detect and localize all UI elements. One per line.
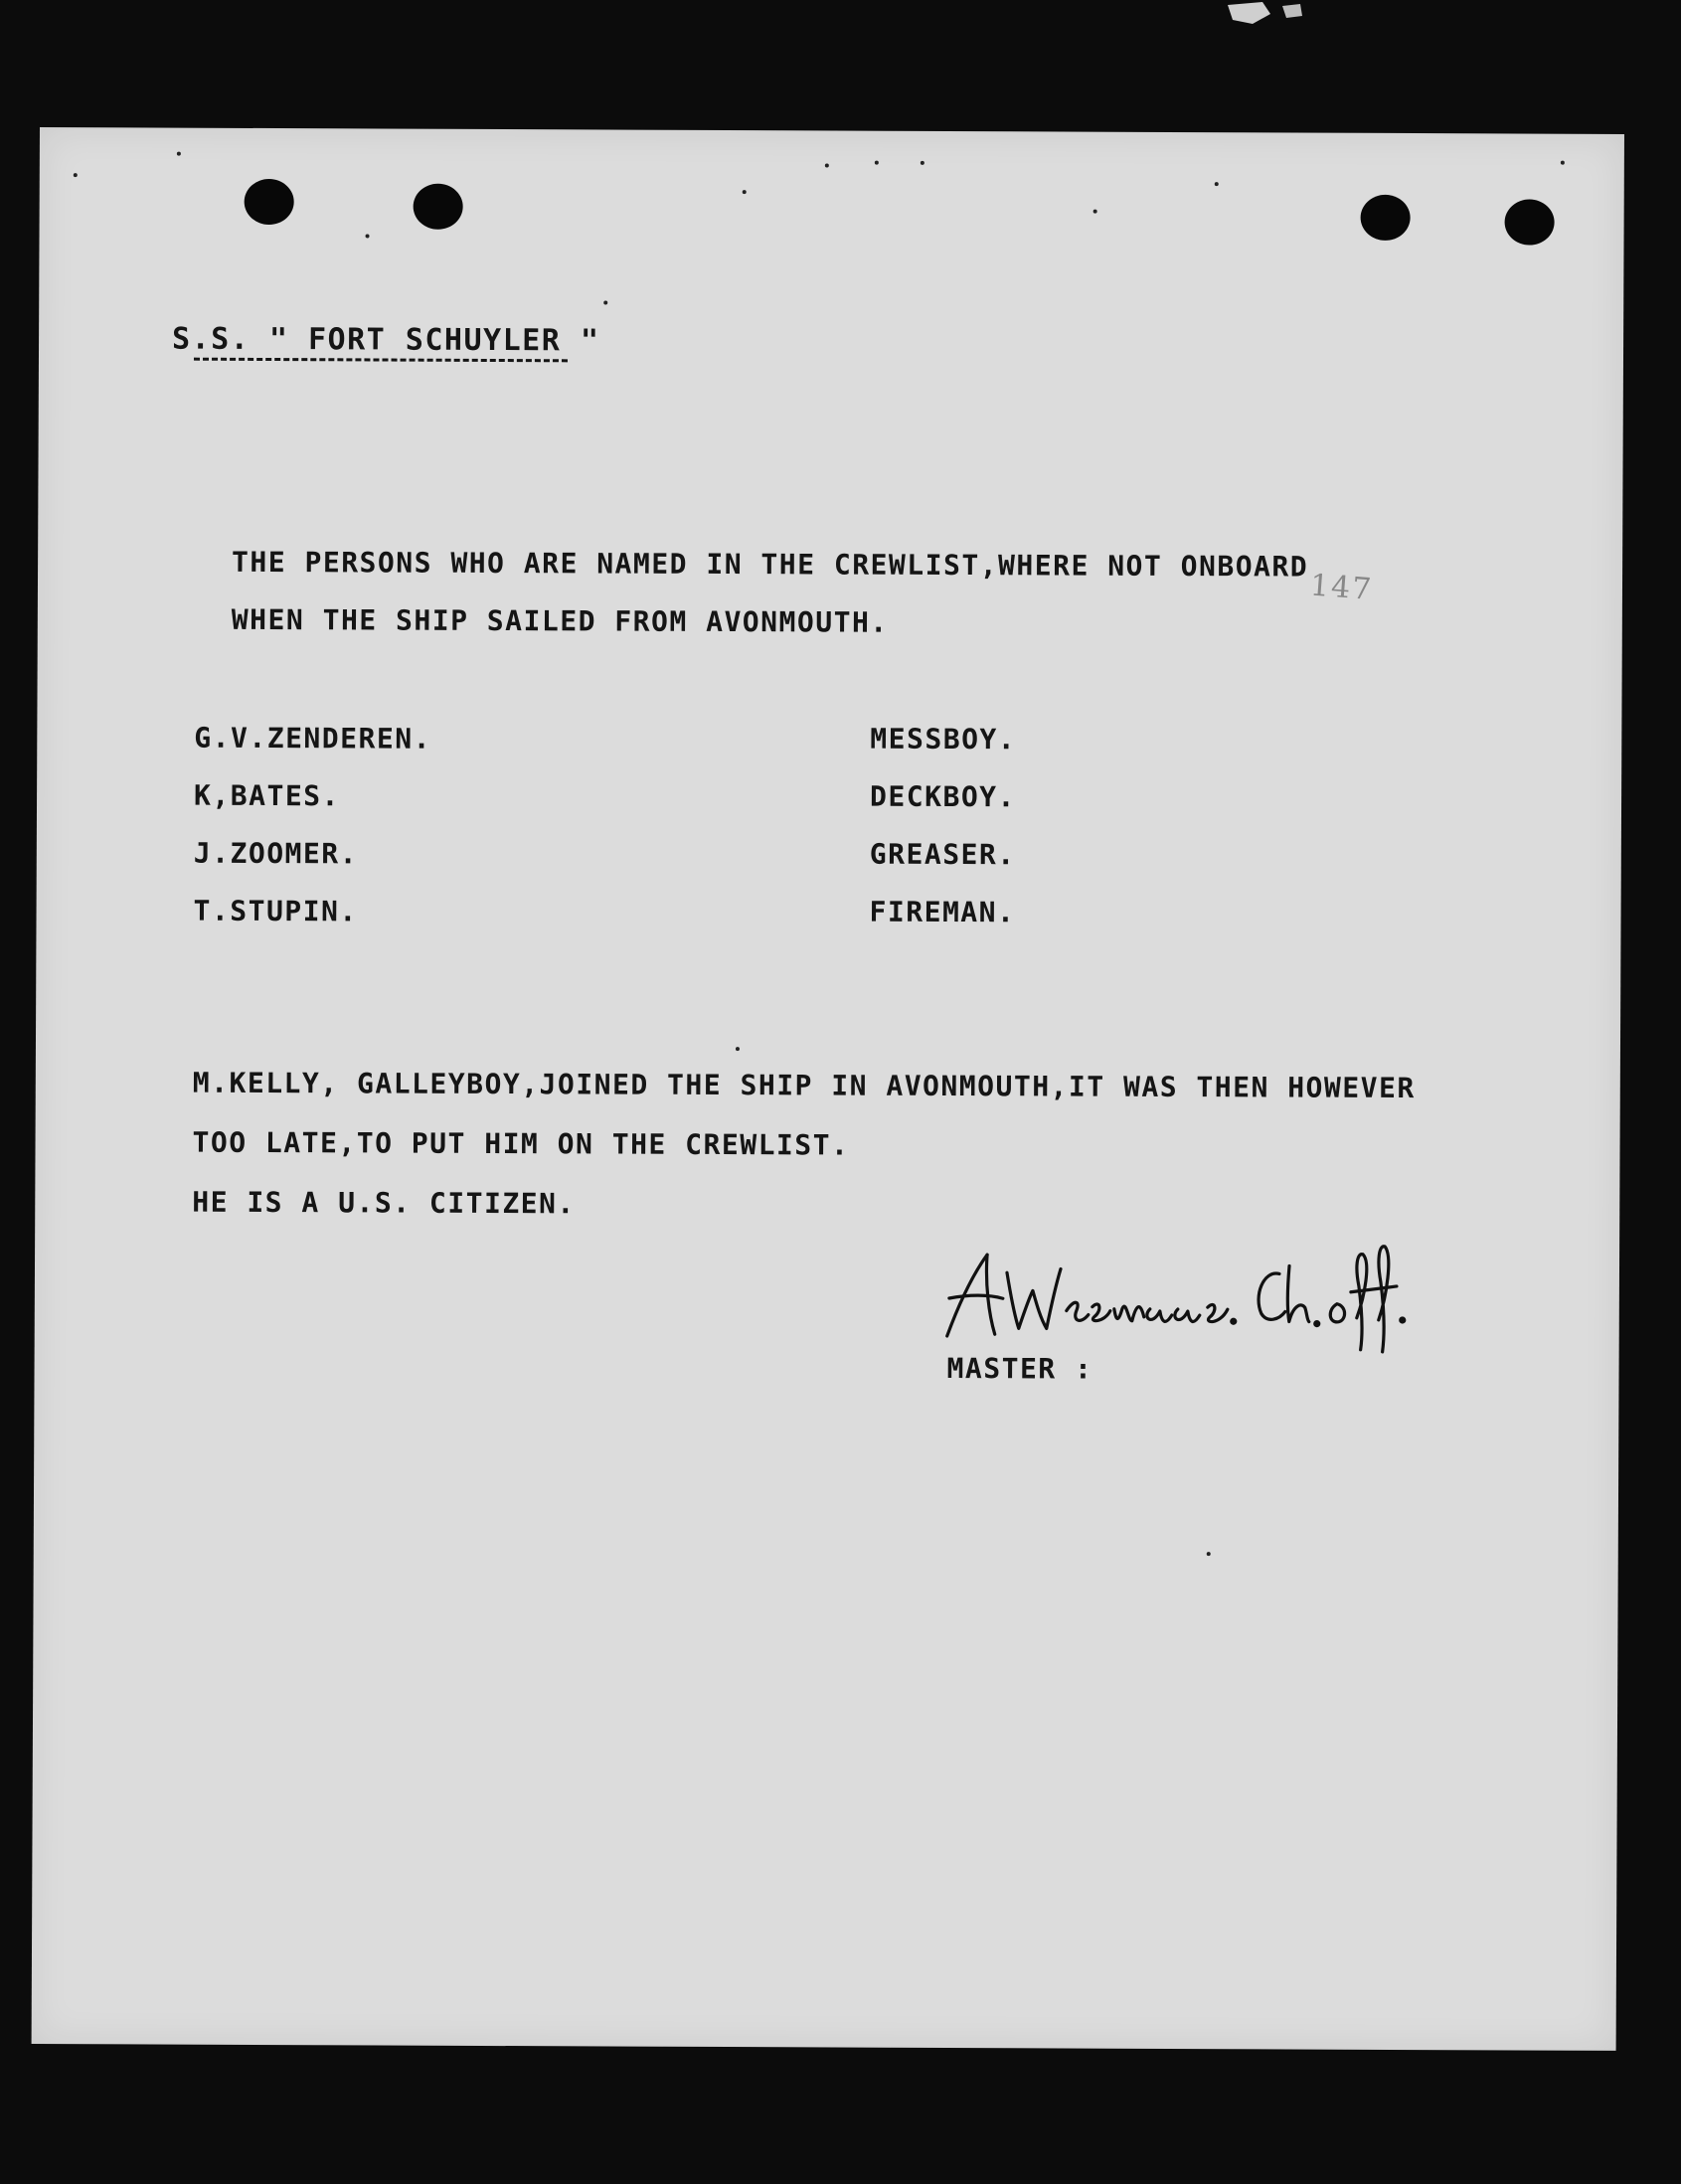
- intro-line-2: WHEN THE SHIP SAILED FROM AVONMOUTH.: [231, 602, 889, 639]
- speck: [603, 300, 607, 304]
- document-heading: S.S. " FORT SCHUYLER ": [171, 321, 600, 359]
- intro-line-1: THE PERSONS WHO ARE NAMED IN THE CREWLIST,WHERE NOT ONBOARD: [232, 545, 1309, 584]
- speck: [736, 1047, 740, 1051]
- speck: [1215, 182, 1219, 186]
- speck: [875, 161, 879, 165]
- crew-name: G.V.ZENDEREN.: [194, 721, 432, 756]
- scan-artifact-mark: [1223, 0, 1332, 30]
- speck: [743, 190, 747, 194]
- speck: [1561, 161, 1565, 165]
- note-line-2: TOO LATE,TO PUT HIM ON THE CREWLIST.: [192, 1125, 850, 1162]
- crew-position: FIREMAN.: [869, 895, 1016, 929]
- speck: [921, 161, 925, 165]
- heading-underline: [194, 358, 568, 363]
- speck: [825, 163, 829, 167]
- speck: [177, 152, 181, 156]
- speck: [74, 173, 78, 177]
- speck: [366, 234, 370, 238]
- punch-hole: [245, 179, 294, 225]
- document-sheet: [32, 127, 1624, 2051]
- signature: [929, 1225, 1447, 1356]
- page-number: 147: [1308, 568, 1375, 608]
- speck: [1093, 210, 1097, 214]
- punch-hole: [1504, 199, 1554, 245]
- punch-hole: [414, 184, 463, 230]
- crew-name: T.STUPIN.: [193, 894, 358, 928]
- note-line-3: HE IS A U.S. CITIZEN.: [192, 1185, 576, 1221]
- crew-position: MESSBOY.: [870, 722, 1017, 756]
- speck: [1207, 1552, 1211, 1556]
- crew-position: DECKBOY.: [869, 779, 1017, 814]
- crew-name: K,BATES.: [193, 778, 340, 813]
- punch-hole: [1361, 195, 1411, 241]
- crew-position: GREASER.: [869, 837, 1016, 872]
- master-label: MASTER :: [946, 1351, 1093, 1386]
- note-line-1: M.KELLY, GALLEYBOY,JOINED THE SHIP IN AVONMOUTH,IT WAS THEN HOWEVER: [192, 1066, 1416, 1105]
- crew-name: J.ZOOMER.: [193, 836, 359, 871]
